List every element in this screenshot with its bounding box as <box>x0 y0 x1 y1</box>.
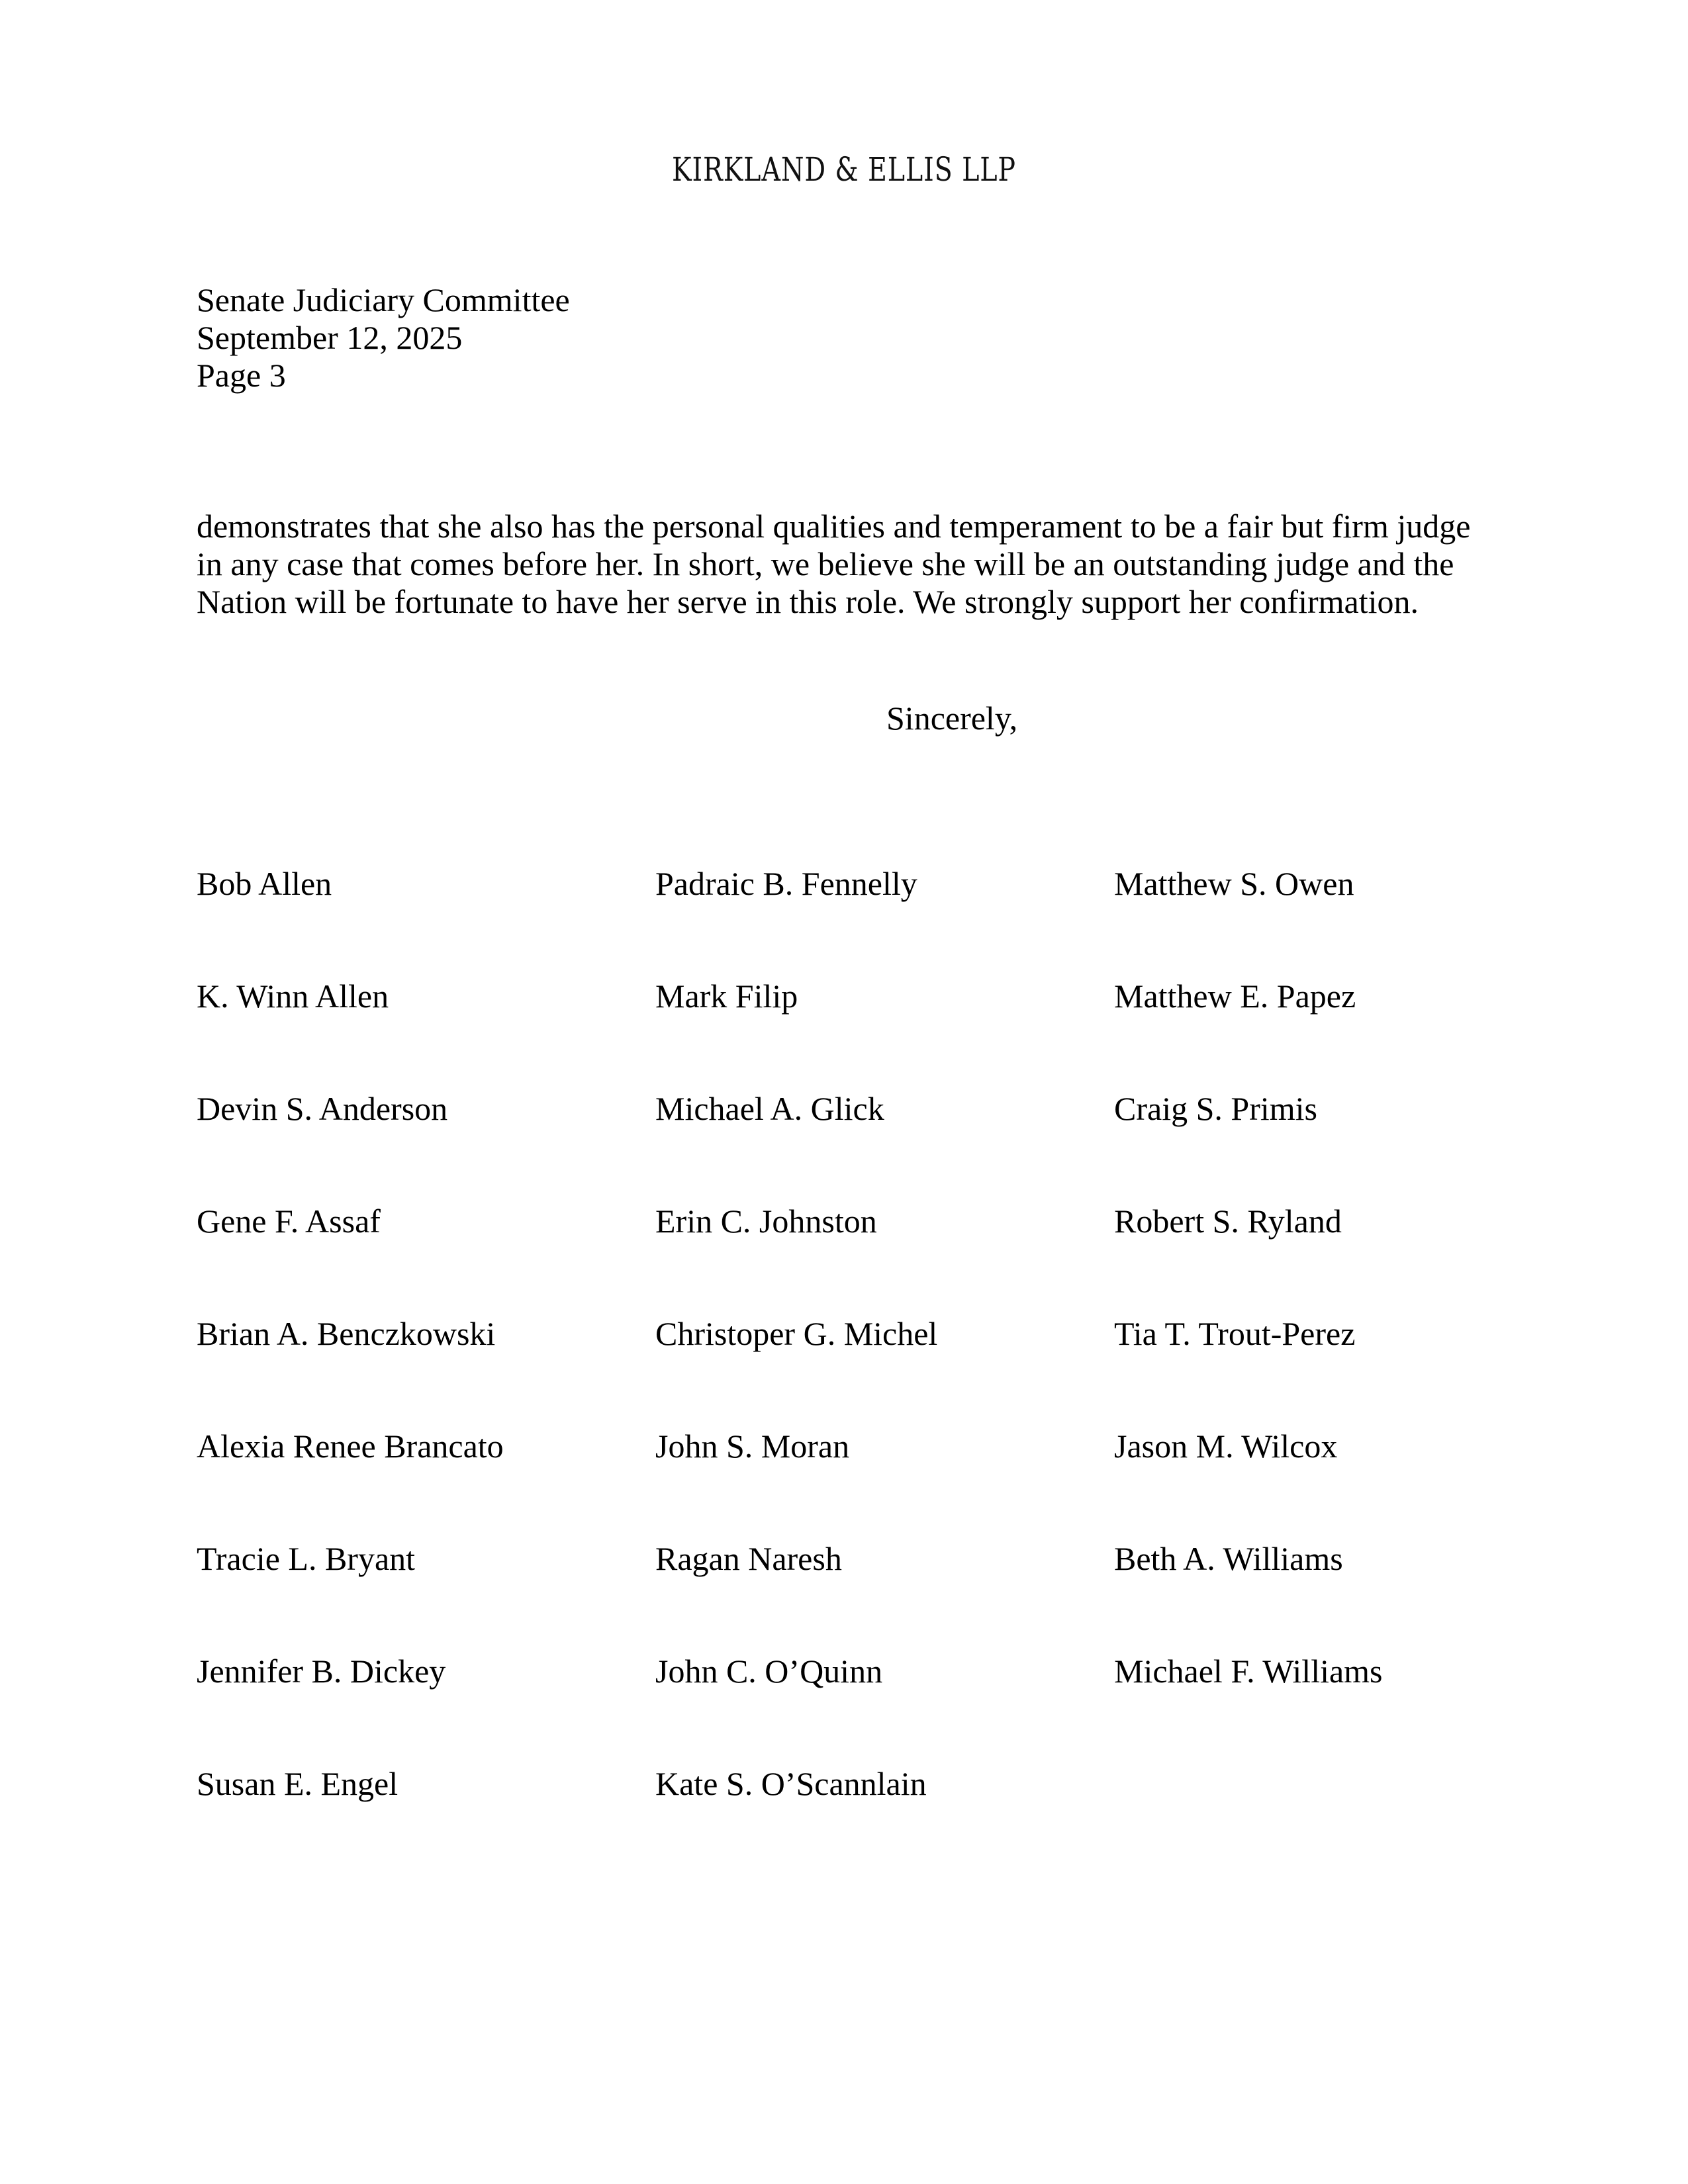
signatory-name: Gene F. Assaf <box>197 1203 381 1240</box>
signatory-name: Bob Allen <box>197 865 332 902</box>
recipient-line: Senate Judiciary Committee <box>197 281 570 318</box>
body-line: in any case that comes before her. In short, we believe she will be an outstanding judge and the <box>197 545 1454 582</box>
signatory-name: Tracie L. Bryant <box>197 1540 416 1577</box>
signatory-name: Beth A. Williams <box>1114 1540 1343 1577</box>
firm-letterhead: KIRKLAND & ELLIS LLP <box>672 150 1016 189</box>
signatory-name: Erin C. Johnston <box>655 1203 877 1240</box>
signatory-name: Kate S. O’Scannlain <box>655 1765 927 1802</box>
signatory-name: Devin S. Anderson <box>197 1090 448 1127</box>
signatory-name: K. Winn Allen <box>197 978 389 1015</box>
signatory-name: John S. Moran <box>655 1428 850 1465</box>
signatory-name: Michael F. Williams <box>1114 1653 1383 1690</box>
signatory-name: Padraic B. Fennelly <box>655 865 917 902</box>
signatory-name: Matthew S. Owen <box>1114 865 1354 902</box>
page-number-line: Page 3 <box>197 357 286 394</box>
signatory-name: Tia T. Trout-Perez <box>1114 1315 1356 1352</box>
body-paragraph <box>197 508 1494 621</box>
signatory-name: Robert S. Ryland <box>1114 1203 1342 1240</box>
signatory-name: John C. O’Quinn <box>655 1653 883 1690</box>
body-line: demonstrates that she also has the personal qualities and temperament to be a fair but firm judge <box>197 508 1471 545</box>
signatory-name: Brian A. Benczkowski <box>197 1315 496 1352</box>
signatory-name: Michael A. Glick <box>655 1090 884 1127</box>
letter-header <box>197 281 570 394</box>
signatory-name: Ragan Naresh <box>655 1540 842 1577</box>
signatory-name: Alexia Renee Brancato <box>197 1428 504 1465</box>
signatory-list <box>197 864 1587 1876</box>
date-line: September 12, 2025 <box>197 319 463 356</box>
signatory-name: Matthew E. Papez <box>1114 978 1356 1015</box>
signatory-name <box>1114 1764 1573 1876</box>
signatory-name: Susan E. Engel <box>197 1765 399 1802</box>
signatory-name: Mark Filip <box>655 978 798 1015</box>
body-line: Nation will be fortunate to have her serve in this role. We strongly support her confirmation. <box>197 583 1419 620</box>
signatory-name: Craig S. Primis <box>1114 1090 1317 1127</box>
closing-salutation: Sincerely, <box>886 700 1018 737</box>
signatory-name: Jason M. Wilcox <box>1114 1428 1338 1465</box>
signatory-name: Jennifer B. Dickey <box>197 1653 446 1690</box>
signatory-name: Christoper G. Michel <box>655 1315 938 1352</box>
